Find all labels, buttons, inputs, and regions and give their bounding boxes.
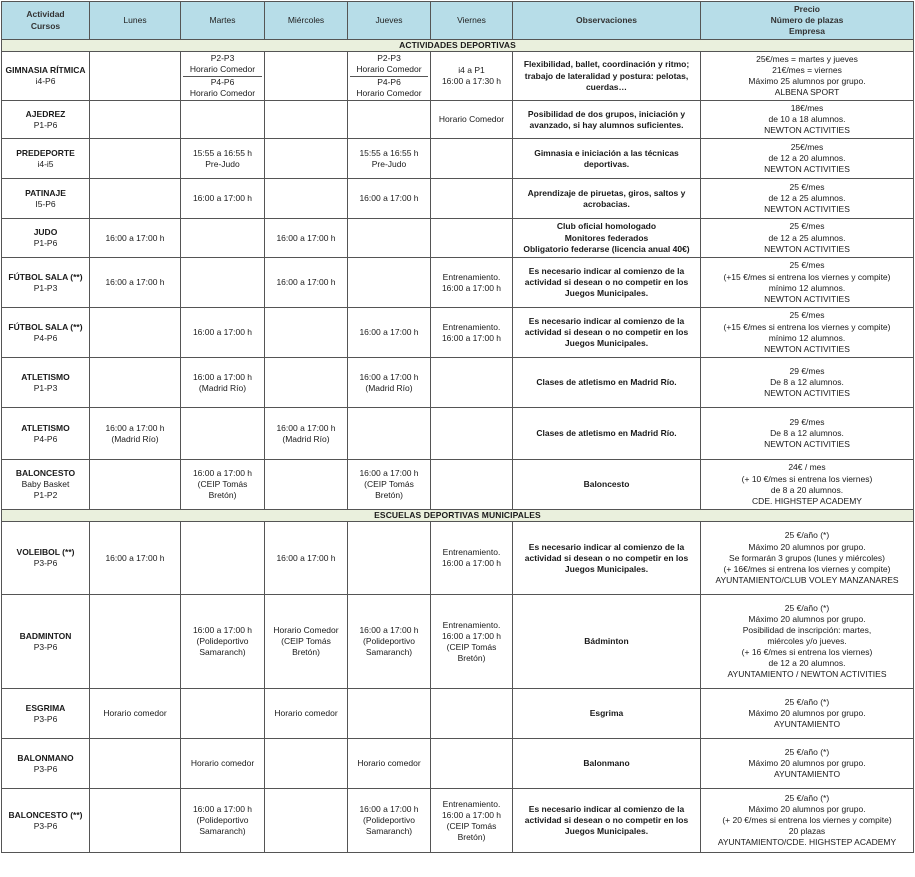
- cell-observations: Clases de atletismo en Madrid Río.: [513, 358, 701, 408]
- cell-observations: Es necesario indicar al comienzo de la actividad si desean o no competir en los Juegos Municipales.: [513, 522, 701, 595]
- cell-price: 25 €/año (*) Máximo 20 alumnos por grupo. (+ 20 €/mes si entrena los viernes y compite) 20 plazas AYUNTAMIENTO/CDE. HIGHSTEP ACADEMY: [701, 789, 914, 853]
- cell-tuesday: 16:00 a 17:00 h (Polideportivo Samaranch): [181, 595, 265, 689]
- header-activity: Actividad Cursos: [2, 2, 90, 40]
- cell-observations: Posibilidad de dos grupos, iniciación y avanzado, si hay alumnos suficientes.: [513, 101, 701, 139]
- cell-observations: Es necesario indicar al comienzo de la actividad si desean o no competir en los Juegos Municipales.: [513, 789, 701, 853]
- table-row: [2, 408, 914, 460]
- cell-tuesday: [181, 219, 265, 258]
- cell-thursday: [348, 219, 431, 258]
- cell-wednesday: [265, 179, 348, 219]
- header-tuesday: Martes: [181, 2, 265, 40]
- table-row: [2, 101, 914, 139]
- cell-thursday: 16:00 a 17:00 h (Polideportivo Samaranch): [348, 789, 431, 853]
- cell-price: 25 €/año (*) Máximo 20 alumnos por grupo. AYUNTAMIENTO: [701, 689, 914, 739]
- cell-observations: Club oficial homologado Monitores federados Obligatorio federarse (licencia anual 40€): [513, 219, 701, 258]
- cell-tuesday: 16:00 a 17:00 h (CEIP Tomás Bretón): [181, 460, 265, 510]
- table-row: [2, 739, 914, 789]
- cell-tuesday: [181, 522, 265, 595]
- cell-price: 25 €/mes de 12 a 25 alumnos. NEWTON ACTIVITIES: [701, 219, 914, 258]
- cell-thursday: Horario comedor: [348, 739, 431, 789]
- cell-monday: 16:00 a 17:00 h: [90, 219, 181, 258]
- cell-monday: [90, 460, 181, 510]
- cell-friday: Entrenamiento. 16:00 a 17:00 h: [431, 522, 513, 595]
- cell-friday: [431, 179, 513, 219]
- section-row: [2, 40, 914, 52]
- cell-monday: [90, 595, 181, 689]
- cell-wednesday: [265, 789, 348, 853]
- cell-tuesday: 15:55 a 16:55 h Pre-Judo: [181, 139, 265, 179]
- cell-price: 25 €/año (*) Máximo 20 alumnos por grupo. Se formarán 3 grupos (lunes y miércoles) (+ 16€/mes si entrena los viernes y compite) AYUNTAMIENTO/CLUB VOLEY MANZANARES: [701, 522, 914, 595]
- cell-wednesday: [265, 739, 348, 789]
- cell-observations: Balonmano: [513, 739, 701, 789]
- cell-observations: Bádminton: [513, 595, 701, 689]
- cell-observations: Esgrima: [513, 689, 701, 739]
- cell-friday: [431, 219, 513, 258]
- cell-wednesday: Horario comedor: [265, 689, 348, 739]
- activity-name: ESGRIMA P3-P6: [2, 689, 90, 739]
- table-row: [2, 358, 914, 408]
- cell-friday: [431, 739, 513, 789]
- table-row: [2, 595, 914, 689]
- cell-tuesday: 16:00 a 17:00 h (Madrid Río): [181, 358, 265, 408]
- cell-friday: Entrenamiento. 16:00 a 17:00 h (CEIP Tomás Bretón): [431, 789, 513, 853]
- cell-monday: [90, 308, 181, 358]
- cell-monday: Horario comedor: [90, 689, 181, 739]
- cell-wednesday: 16:00 a 17:00 h: [265, 522, 348, 595]
- cell-price: 25 €/año (*) Máximo 20 alumnos por grupo. Posibilidad de inscripción: martes, miércoles y/o jueves. (+ 16 €/mes si entrena los viernes) de 12 a 20 alumnos. AYUNTAMIENTO / NEWTON ACTIVITIES: [701, 595, 914, 689]
- header-thursday: Jueves: [348, 2, 431, 40]
- table-row: [2, 179, 914, 219]
- cell-monday: 16:00 a 17:00 h: [90, 522, 181, 595]
- cell-tuesday: [181, 101, 265, 139]
- cell-friday: [431, 460, 513, 510]
- table-row: [2, 308, 914, 358]
- cell-observations: Baloncesto: [513, 460, 701, 510]
- cell-monday: [90, 179, 181, 219]
- table-row: [2, 139, 914, 179]
- header-monday: Lunes: [90, 2, 181, 40]
- activity-name: BADMINTON P3-P6: [2, 595, 90, 689]
- activity-name: AJEDREZ P1-P6: [2, 101, 90, 139]
- activity-name: FÚTBOL SALA (**) P1-P3: [2, 258, 90, 308]
- cell-monday: [90, 101, 181, 139]
- cell-tuesday: 16:00 a 17:00 h: [181, 179, 265, 219]
- cell-wednesday: 16:00 a 17:00 h (Madrid Río): [265, 408, 348, 460]
- cell-friday: i4 a P1 16:00 a 17:30 h: [431, 52, 513, 101]
- activity-name: PATINAJE I5-P6: [2, 179, 90, 219]
- cell-observations: Flexibilidad, ballet, coordinación y ritmo; trabajo de lateralidad y postura: pelotas, cuerdas…: [513, 52, 701, 101]
- cell-price: 25 €/año (*) Máximo 20 alumnos por grupo. AYUNTAMIENTO: [701, 739, 914, 789]
- cell-monday: 16:00 a 17:00 h (Madrid Río): [90, 408, 181, 460]
- activity-name: GIMNASIA RÍTMICA i4-P6: [2, 52, 90, 101]
- cell-thursday: 16:00 a 17:00 h: [348, 308, 431, 358]
- cell-friday: [431, 139, 513, 179]
- cell-thursday: 16:00 a 17:00 h (Polideportivo Samaranch): [348, 595, 431, 689]
- header-friday: Viernes: [431, 2, 513, 40]
- cell-thursday: [348, 522, 431, 595]
- header-observations: Observaciones: [513, 2, 701, 40]
- activity-name: BALONMANO P3-P6: [2, 739, 90, 789]
- cell-monday: [90, 739, 181, 789]
- cell-tuesday: [181, 689, 265, 739]
- table-row: [2, 522, 914, 595]
- table-row: [2, 258, 914, 308]
- cell-price: 25€/mes = martes y jueves 21€/mes = viernes Máximo 25 alumnos por grupo. ALBENA SPORT: [701, 52, 914, 101]
- cell-friday: [431, 408, 513, 460]
- cell-monday: [90, 358, 181, 408]
- cell-wednesday: [265, 358, 348, 408]
- cell-monday: [90, 52, 181, 101]
- section-title-municipales: ESCUELAS DEPORTIVAS MUNICIPALES: [2, 510, 914, 522]
- cell-thursday: 15:55 a 16:55 h Pre-Judo: [348, 139, 431, 179]
- cell-wednesday: 16:00 a 17:00 h: [265, 258, 348, 308]
- cell-price: 25 €/mes (+15 €/mes si entrena los viernes y compite) mínimo 12 alumnos. NEWTON ACTIVITIES: [701, 258, 914, 308]
- cell-wednesday: [265, 139, 348, 179]
- cell-thursday: [348, 689, 431, 739]
- cell-thursday: 16:00 a 17:00 h (Madrid Río): [348, 358, 431, 408]
- cell-monday: [90, 789, 181, 853]
- activity-name: BALONCESTO (**) P3-P6: [2, 789, 90, 853]
- cell-tuesday: 16:00 a 17:00 h (Polideportivo Samaranch): [181, 789, 265, 853]
- cell-wednesday: 16:00 a 17:00 h: [265, 219, 348, 258]
- cell-observations: Gimnasia e iniciación a las técnicas deportivas.: [513, 139, 701, 179]
- table-row: [2, 460, 914, 510]
- cell-wednesday: [265, 52, 348, 101]
- cell-observations: Es necesario indicar al comienzo de la actividad si desean o no competir en los Juegos Municipales.: [513, 258, 701, 308]
- activity-name: PREDEPORTE i4-i5: [2, 139, 90, 179]
- cell-thursday: P2-P3 Horario Comedor P4-P6 Horario Comedor: [348, 52, 431, 101]
- cell-monday: [90, 139, 181, 179]
- cell-friday: Entrenamiento. 16:00 a 17:00 h (CEIP Tomás Bretón): [431, 595, 513, 689]
- cell-monday: 16:00 a 17:00 h: [90, 258, 181, 308]
- cell-wednesday: [265, 308, 348, 358]
- activity-name: ATLETISMO P4-P6: [2, 408, 90, 460]
- cell-friday: Entrenamiento. 16:00 a 17:00 h: [431, 258, 513, 308]
- cell-thursday: [348, 408, 431, 460]
- cell-observations: Aprendizaje de piruetas, giros, saltos y acrobacias.: [513, 179, 701, 219]
- cell-friday: Entrenamiento. 16:00 a 17:00 h: [431, 308, 513, 358]
- table-row: [2, 52, 914, 101]
- cell-friday: [431, 358, 513, 408]
- cell-tuesday: Horario comedor: [181, 739, 265, 789]
- cell-observations: Clases de atletismo en Madrid Río.: [513, 408, 701, 460]
- cell-tuesday: P2-P3 Horario Comedor P4-P6 Horario Comedor: [181, 52, 265, 101]
- activity-name: VOLEIBOL (**) P3-P6: [2, 522, 90, 595]
- cell-friday: Horario Comedor: [431, 101, 513, 139]
- activities-table: [1, 1, 914, 853]
- cell-observations: Es necesario indicar al comienzo de la actividad si desean o no competir en los Juegos Municipales.: [513, 308, 701, 358]
- table-row: [2, 789, 914, 853]
- header-row: [2, 2, 914, 40]
- header-wednesday: Miércoles: [265, 2, 348, 40]
- cell-price: 18€/mes de 10 a 18 alumnos. NEWTON ACTIVITIES: [701, 101, 914, 139]
- activity-name: FÚTBOL SALA (**) P4-P6: [2, 308, 90, 358]
- cell-thursday: 16:00 a 17:00 h (CEIP Tomás Bretón): [348, 460, 431, 510]
- activity-name: ATLETISMO P1-P3: [2, 358, 90, 408]
- cell-price: 25€/mes de 12 a 20 alumnos. NEWTON ACTIVITIES: [701, 139, 914, 179]
- activity-name: BALONCESTO Baby Basket P1-P2: [2, 460, 90, 510]
- cell-price: 24€ / mes (+ 10 €/mes si entrena los viernes) de 8 a 20 alumnos. CDE. HIGHSTEP ACADEMY: [701, 460, 914, 510]
- cell-price: 29 €/mes De 8 a 12 alumnos. NEWTON ACTIVITIES: [701, 408, 914, 460]
- cell-wednesday: [265, 101, 348, 139]
- section-row: [2, 510, 914, 522]
- cell-price: 25 €/mes de 12 a 25 alumnos. NEWTON ACTIVITIES: [701, 179, 914, 219]
- cell-tuesday: [181, 258, 265, 308]
- cell-price: 29 €/mes De 8 a 12 alumnos. NEWTON ACTIVITIES: [701, 358, 914, 408]
- cell-thursday: [348, 258, 431, 308]
- cell-wednesday: [265, 460, 348, 510]
- cell-thursday: [348, 101, 431, 139]
- activity-name: JUDO P1-P6: [2, 219, 90, 258]
- cell-tuesday: 16:00 a 17:00 h: [181, 308, 265, 358]
- header-price: Precio Número de plazas Empresa: [701, 2, 914, 40]
- table-row: [2, 689, 914, 739]
- section-title-deportivas: ACTIVIDADES DEPORTIVAS: [2, 40, 914, 52]
- table-row: [2, 219, 914, 258]
- cell-friday: [431, 689, 513, 739]
- cell-tuesday: [181, 408, 265, 460]
- cell-price: 25 €/mes (+15 €/mes si entrena los viernes y compite) mínimo 12 alumnos. NEWTON ACTIVITIES: [701, 308, 914, 358]
- cell-thursday: 16:00 a 17:00 h: [348, 179, 431, 219]
- cell-wednesday: Horario Comedor (CEIP Tomás Bretón): [265, 595, 348, 689]
